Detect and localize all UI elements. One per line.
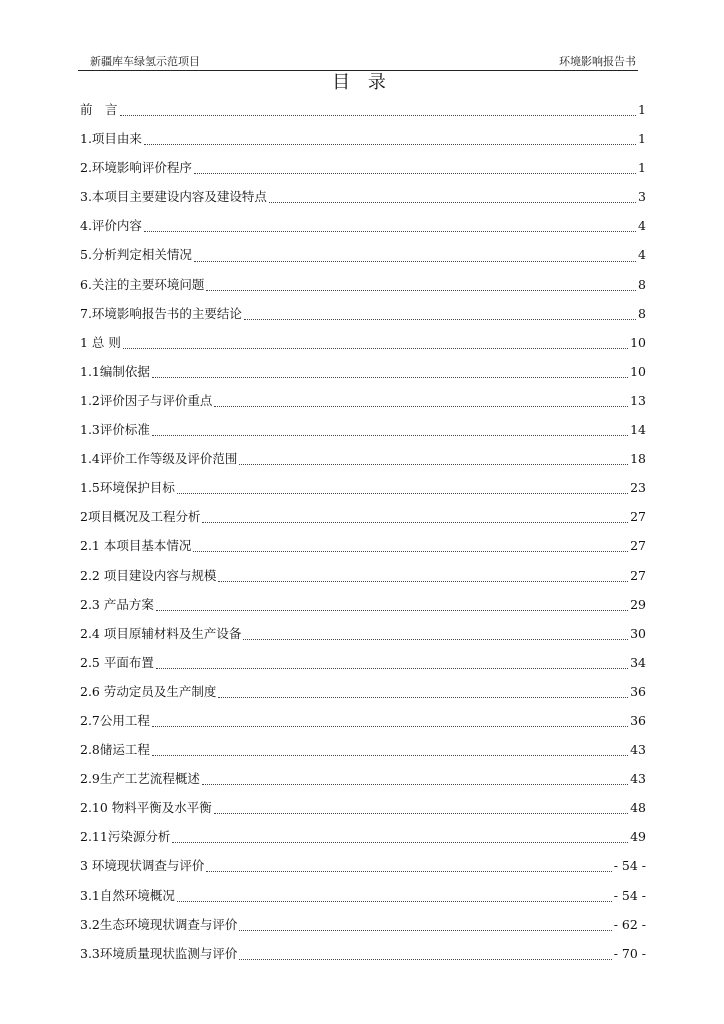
toc-dot-leader: [206, 290, 636, 291]
toc-dot-leader: [123, 348, 628, 349]
toc-entry[interactable]: [80, 182, 646, 211]
toc-dot-leader: [243, 639, 628, 640]
toc-entry-page-number: 18: [630, 451, 646, 467]
toc-entry-label: 1.3评价标准: [80, 422, 150, 438]
toc-entry[interactable]: [80, 444, 646, 473]
toc-entry-label: 5.分析判定相关情况: [80, 247, 192, 263]
toc-entry-label: 2.3 产品方案: [80, 596, 154, 612]
toc-entry[interactable]: [80, 590, 646, 619]
toc-entry[interactable]: [80, 299, 646, 328]
toc-dot-leader: [152, 755, 628, 756]
toc-entry-label: 1.1编制依据: [80, 363, 150, 379]
toc-entry-page-number: 36: [630, 712, 646, 728]
toc-entry-label: 2.9生产工艺流程概述: [80, 771, 200, 787]
toc-entry[interactable]: [80, 881, 646, 910]
toc-entry-label: 3.1自然环境概况: [80, 887, 175, 903]
toc-entry-page-number: - 70 -: [613, 945, 646, 961]
toc-entry[interactable]: [80, 677, 646, 706]
toc-entry[interactable]: [80, 502, 646, 531]
toc-entry-label: 前 言: [80, 102, 118, 117]
toc-entry-label: 2.环境影响评价程序: [80, 160, 192, 176]
toc-entry-label: 1.2评价因子与评价重点: [80, 392, 213, 408]
toc-dot-leader: [193, 551, 628, 552]
table-of-contents: [80, 95, 646, 968]
toc-entry-page-number: 8: [638, 276, 646, 292]
toc-entry-page-number: 48: [630, 800, 646, 816]
toc-entry-label: 3.本项目主要建设内容及建设特点: [80, 189, 267, 205]
toc-dot-leader: [194, 261, 636, 262]
toc-entry-label: 2.8储运工程: [80, 742, 150, 758]
toc-entry-label: 6.关注的主要环境问题: [80, 276, 205, 292]
toc-entry-page-number: 14: [630, 422, 646, 438]
toc-entry[interactable]: [80, 153, 646, 182]
toc-dot-leader: [156, 668, 628, 669]
toc-dot-leader: [202, 522, 628, 523]
toc-entry[interactable]: [80, 764, 646, 793]
toc-entry-page-number: 49: [630, 829, 646, 845]
toc-title: 目 录: [332, 72, 392, 93]
toc-entry-page-number: 30: [630, 625, 646, 641]
toc-entry-label: 3.3环境质量现状监测与评价: [80, 945, 238, 961]
toc-dot-leader: [239, 959, 611, 960]
header-document-type: 环境影响报告书: [559, 55, 636, 68]
toc-dot-leader: [239, 464, 628, 465]
toc-dot-leader: [120, 115, 637, 116]
toc-entry-label: 4.评价内容: [80, 218, 142, 234]
toc-entry[interactable]: [80, 822, 646, 851]
toc-dot-leader: [172, 842, 628, 843]
toc-entry-page-number: 4: [638, 218, 646, 234]
toc-dot-leader: [152, 377, 628, 378]
toc-entry-page-number: 27: [630, 567, 646, 583]
toc-dot-leader: [152, 726, 628, 727]
toc-entry-page-number: - 62 -: [613, 916, 646, 932]
toc-entry[interactable]: [80, 531, 646, 560]
toc-dot-leader: [218, 697, 628, 698]
toc-dot-leader: [202, 784, 628, 785]
toc-entry-page-number: 43: [630, 742, 646, 758]
toc-entry-page-number: 34: [630, 654, 646, 670]
toc-entry[interactable]: [80, 473, 646, 502]
toc-entry-page-number: 1: [638, 160, 646, 176]
toc-entry-page-number: 4: [638, 247, 646, 263]
toc-entry-label: 2.11污染源分析: [80, 829, 171, 845]
toc-entry-label: 3.2生态环境现状调查与评价: [80, 916, 238, 932]
toc-entry-page-number: 3: [638, 189, 646, 205]
toc-dot-leader: [152, 435, 628, 436]
toc-entry[interactable]: [80, 735, 646, 764]
toc-entry-label: 1.项目由来: [80, 131, 142, 147]
toc-entry[interactable]: [80, 328, 646, 357]
toc-dot-leader: [144, 231, 636, 232]
toc-entry-label: 3 环境现状调查与评价: [80, 858, 205, 874]
toc-dot-leader: [239, 930, 611, 931]
toc-entry-label: 1.4评价工作等级及评价范围: [80, 451, 238, 467]
toc-dot-leader: [156, 610, 628, 611]
toc-entry-page-number: 29: [630, 596, 646, 612]
toc-entry[interactable]: [80, 211, 646, 240]
toc-entry-label: 2.5 平面布置: [80, 654, 154, 670]
toc-entry-page-number: 10: [630, 363, 646, 379]
toc-entry-page-number: 1: [638, 131, 646, 147]
toc-entry-page-number: 36: [630, 683, 646, 699]
toc-entry-page-number: 27: [630, 538, 646, 554]
toc-entry[interactable]: [80, 561, 646, 590]
toc-entry-page-number: 23: [630, 480, 646, 496]
toc-entry-label: 7.环境影响报告书的主要结论: [80, 305, 242, 321]
toc-entry-page-number: - 54 -: [613, 887, 646, 903]
toc-entry-label: 1 总 则: [80, 334, 121, 350]
header-project-name: 新疆库车绿氢示范项目: [90, 55, 200, 68]
toc-dot-leader: [194, 173, 636, 174]
toc-entry[interactable]: [80, 793, 646, 822]
toc-dot-leader: [206, 871, 611, 872]
toc-entry[interactable]: [80, 910, 646, 939]
toc-entry[interactable]: [80, 648, 646, 677]
toc-entry[interactable]: [80, 270, 646, 299]
toc-entry[interactable]: [80, 851, 646, 880]
toc-dot-leader: [214, 406, 628, 407]
toc-entry-page-number: 10: [630, 334, 646, 350]
toc-entry-label: 2.10 物料平衡及水平衡: [80, 800, 212, 816]
toc-entry-label: 2.2 项目建设内容与规模: [80, 567, 217, 583]
toc-entry-label: 2.6 劳动定员及生产制度: [80, 683, 217, 699]
toc-entry-page-number: - 54 -: [613, 858, 646, 874]
toc-entry[interactable]: [80, 706, 646, 735]
toc-dot-leader: [218, 581, 628, 582]
toc-entry[interactable]: [80, 939, 646, 968]
toc-dot-leader: [177, 493, 628, 494]
toc-entry-page-number: 43: [630, 771, 646, 787]
toc-entry-page-number: 27: [630, 509, 646, 525]
toc-entry[interactable]: [80, 386, 646, 415]
toc-dot-leader: [269, 202, 636, 203]
toc-entry[interactable]: [80, 619, 646, 648]
toc-entry-page-number: 8: [638, 305, 646, 321]
toc-entry[interactable]: [80, 124, 646, 153]
toc-entry-page-number: 1: [638, 102, 646, 117]
toc-entry-label: 2.7公用工程: [80, 712, 150, 728]
toc-entry-label: 2项目概况及工程分析: [80, 509, 201, 525]
toc-entry[interactable]: [80, 357, 646, 386]
toc-dot-leader: [144, 144, 636, 145]
toc-dot-leader: [177, 901, 612, 902]
toc-entry[interactable]: [80, 95, 646, 124]
toc-entry-page-number: 13: [630, 392, 646, 408]
toc-entry-label: 2.4 项目原辅材料及生产设备: [80, 625, 242, 641]
toc-dot-leader: [244, 319, 636, 320]
toc-entry[interactable]: [80, 240, 646, 269]
toc-entry[interactable]: [80, 415, 646, 444]
toc-dot-leader: [214, 813, 628, 814]
toc-entry-label: 2.1 本项目基本情况: [80, 538, 192, 554]
toc-entry-label: 1.5环境保护目标: [80, 480, 175, 496]
